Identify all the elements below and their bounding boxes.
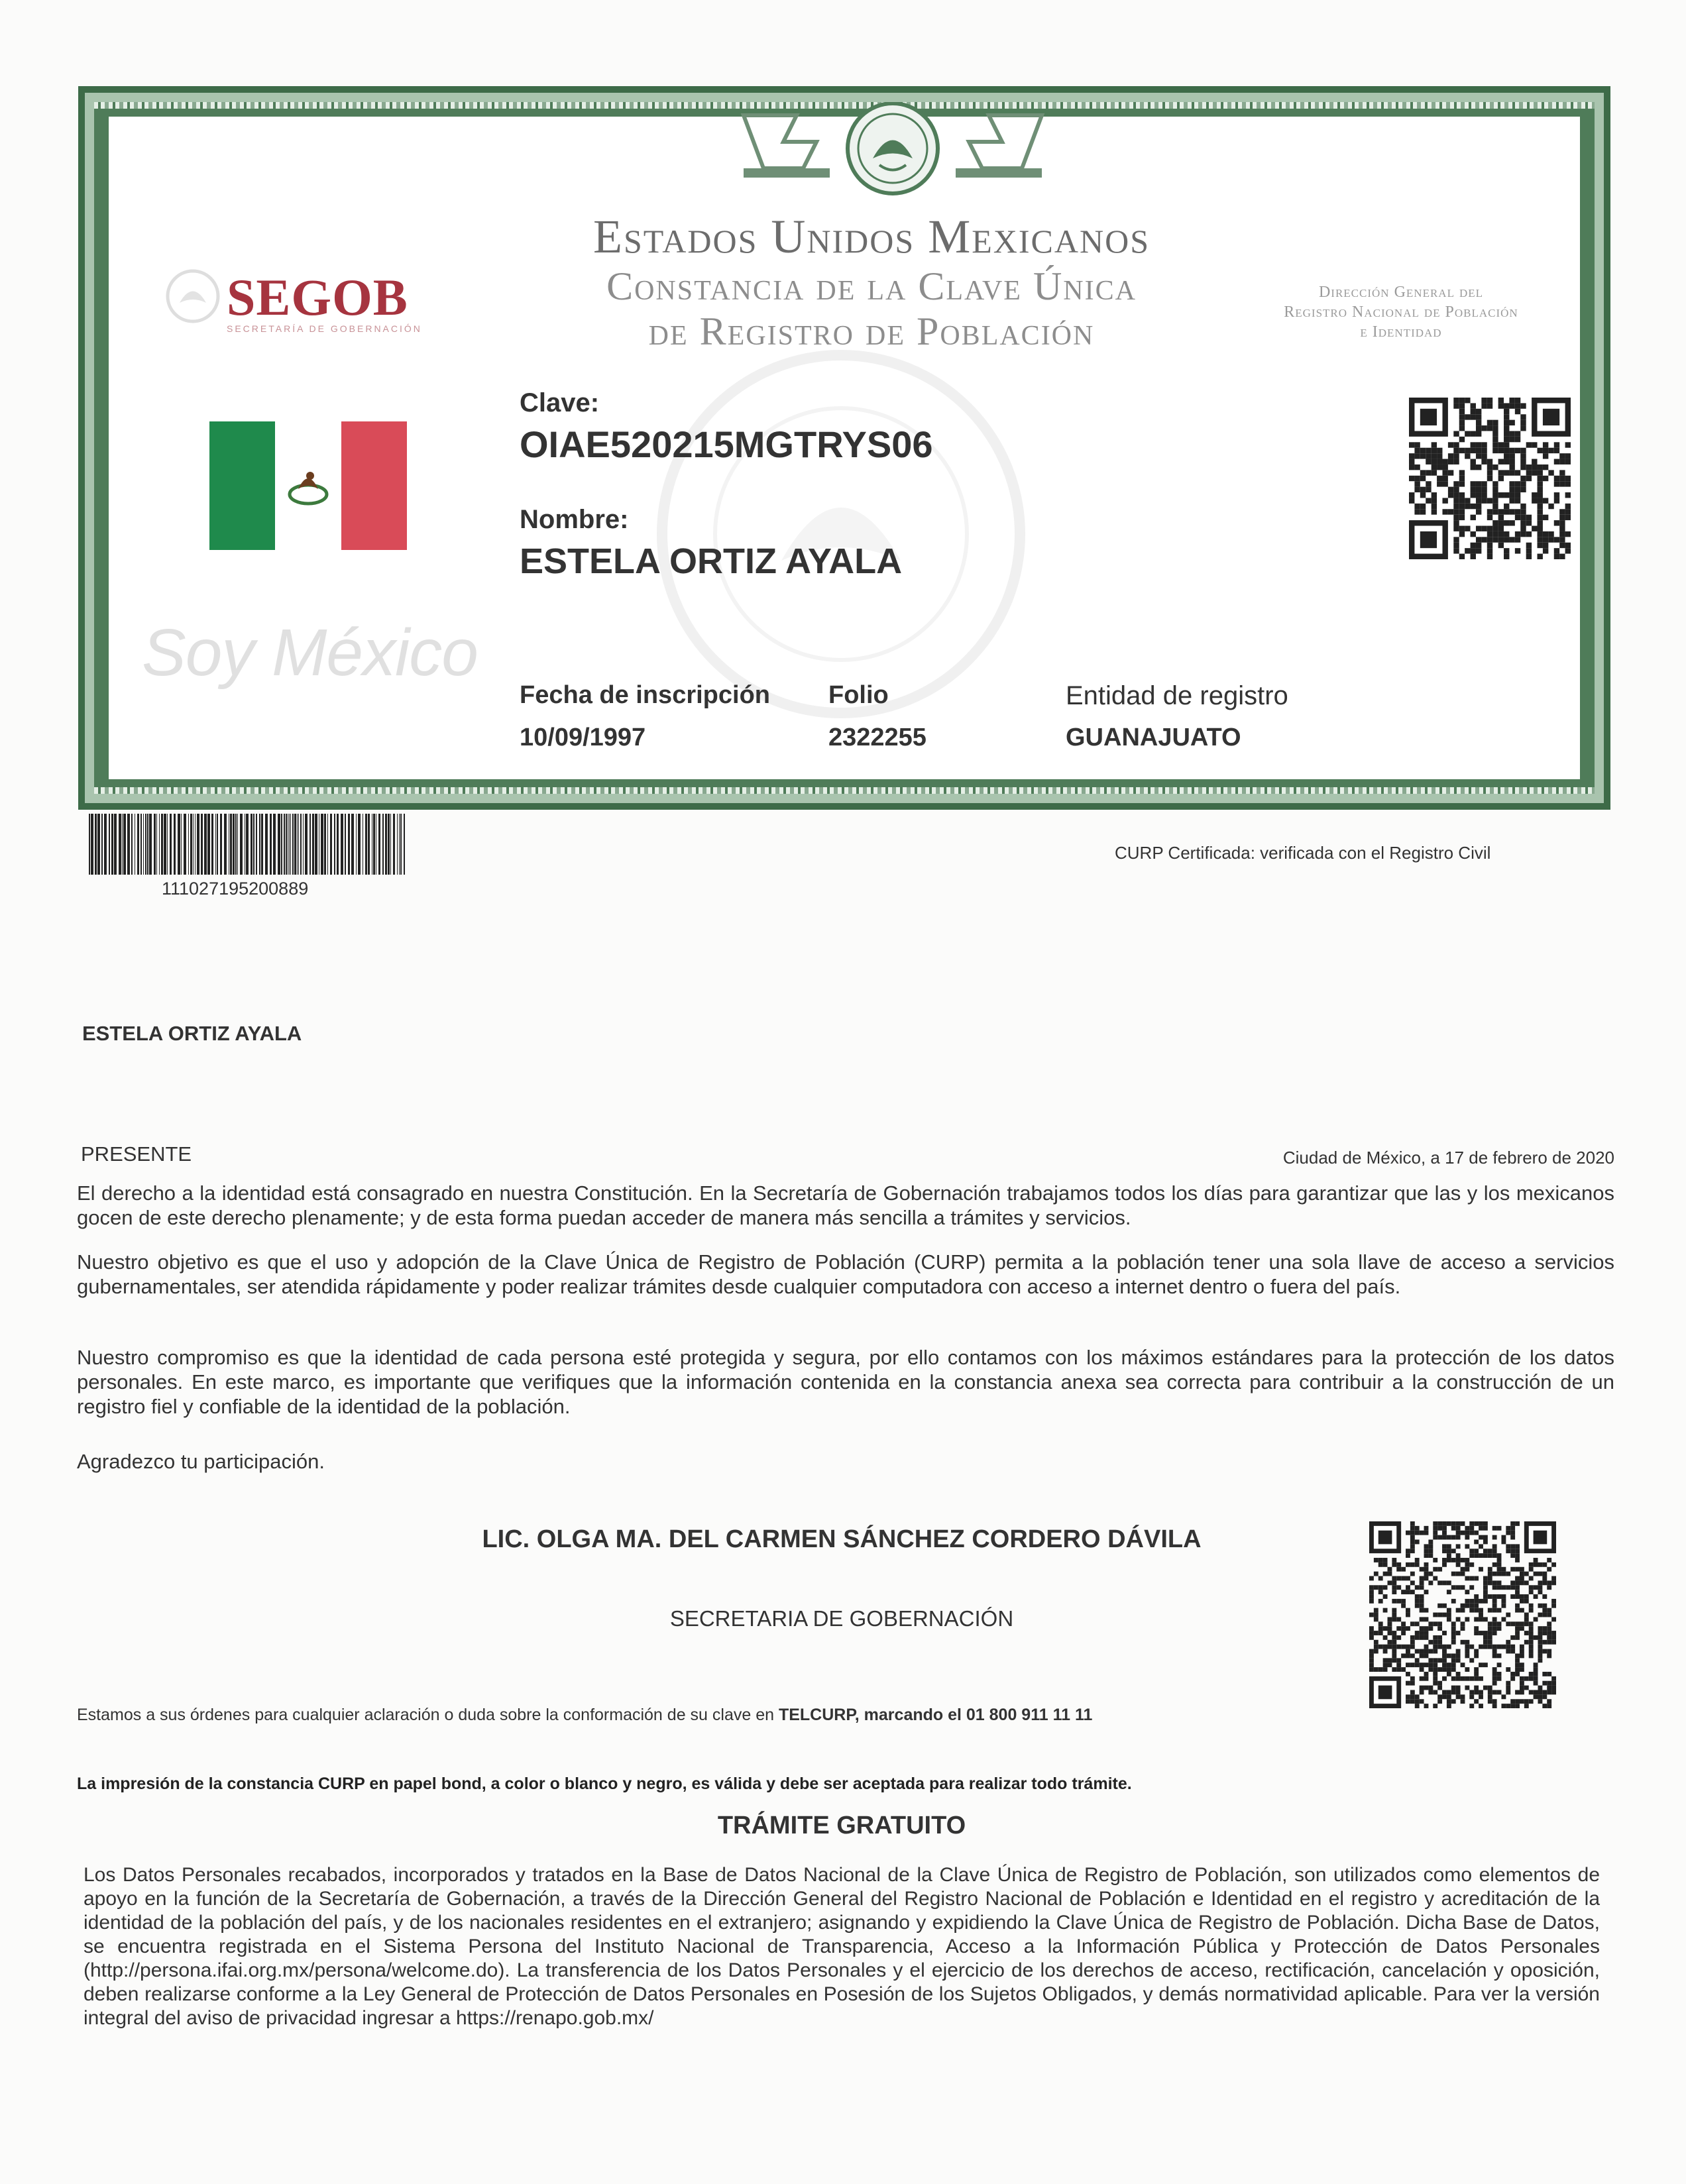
clave-value: OIAE520215MGTRYS06 (520, 423, 933, 465)
telcurp-phone: TELCURP, marcando el 01 800 911 11 11 (778, 1706, 1093, 1724)
dgrnpi-block (1222, 282, 1580, 342)
privacy-notice: Los Datos Personales recabados, incorporados y tratados en la Base de Datos Nacional de la Clave Única de Registro de Población, son utilizados como elementos de apoyo en la función de la Secretaría de Gobernación, a través de la Dirección General del Registro Nacional de Población e Identidad en el registro y acreditación de la identidad de la población del país, y de los nacionales residentes en el extranjero; asignando y expidiendo la Clave Única de Registro de Población. Dicha Base de Datos, se encuentra registrada en el Sistema Persona del Instituto Nacional de Transparencia, Acceso a la Información Pública y Protección de Datos Personales (http://persona.ifai.org.mx/persona/welcome.do). La transferencia de los Datos Personales y el ejercicio de los derechos de acceso, rectificación, cancelación y oposición, deben realizarse conforme a la Ley General de Protección de Datos Personales en Posesión de los Sujetos Obligados, y demás normatividad aplicable. Para ver la versión integral del aviso de privacidad ingresar a https://renapo.gob.mx/ (84, 1864, 1600, 2029)
signer-title: SECRETARIA DE GOBERNACIÓN (669, 1606, 1014, 1631)
country-title: Estados Unidos Mexicanos (592, 210, 1151, 263)
validity-note: La impresión de la constancia CURP en papel bond, a color o blanco y negro, es válida y debe ser aceptada para realizar todo trámite. (77, 1774, 1132, 1793)
contact-text: Estamos a sus órdenes para cualquier aclaración o duda sobre la conformación de su clave en (77, 1706, 779, 1724)
free-procedure-title: TRÁMITE GRATUITO (717, 1812, 966, 1839)
clave-label: Clave: (520, 388, 600, 417)
flag-red-stripe (341, 421, 407, 550)
qr-code-icon (1409, 398, 1571, 559)
recipient-name: ESTELA ORTIZ AYALA (82, 1022, 302, 1045)
certified-text: CURP Certificada: verificada con el Registro Civil (1115, 843, 1491, 863)
dgrnpi-line-1: Dirección General del (1318, 284, 1484, 301)
flag-green-stripe (209, 421, 275, 550)
coat-of-arms-icon (724, 102, 1062, 201)
dgrnpi-line-2: Registro Nacional de Población (1284, 303, 1518, 321)
barcode-icon (89, 814, 407, 875)
paragraph-2: Nuestro objetivo es que el uso y adopción de la Clave Única de Registro de Población (CURP) permita a la población tener una sola llave de acceso a servicios gubernamentales, ser atendida rápidamente y poder realizar trámites desde cualquier computadora con acceso a internet dentro o fuera del país. (77, 1250, 1614, 1298)
fecha-label: Fecha de inscripción (520, 681, 770, 709)
fecha-value: 10/09/1997 (520, 724, 646, 751)
folio-label: Folio (828, 681, 889, 709)
paragraph-3: Nuestro compromiso es que la identidad de cada persona esté protegida y segura, por ello contamos con los máximos estándares para la protección de los datos personales. En este marco, es importante que verifiques que la información contenida en la constancia anexa sea correcta para contribuir a la construcción de un registro fiel y confiable de la identidad de la población. (77, 1346, 1614, 1418)
thanks-line: Agradezco tu participación. (77, 1450, 325, 1473)
nombre-value: ESTELA ORTIZ AYALA (520, 541, 903, 581)
mexican-flag (209, 421, 407, 550)
subtitle-line-2: de Registro de Población (648, 309, 1095, 353)
slogan: Soy México (142, 616, 478, 690)
curp-certificate-card (78, 86, 1610, 810)
signer-name: LIC. OLGA MA. DEL CARMEN SÁNCHEZ CORDERO DÁVILA (482, 1525, 1202, 1553)
subtitle-line-1: Constancia de la Clave Única (606, 264, 1137, 308)
watermark-seal-icon (649, 342, 1033, 726)
entidad-value: GUANAJUATO (1066, 724, 1241, 751)
segob-subtitle: SECRETARÍA DE GOBERNACIÓN (227, 323, 422, 334)
presente-label: PRESENTE (81, 1142, 192, 1166)
dgrnpi-line-3: e Identidad (1360, 323, 1442, 341)
segob-logo: SEGOB (227, 268, 408, 326)
nombre-label: Nombre: (520, 505, 629, 534)
contact-line (77, 1706, 1092, 1725)
qr-code-icon (1369, 1521, 1556, 1708)
eagle-emblem-icon (285, 463, 331, 509)
segob-emblem-icon (163, 266, 223, 326)
barcode-number: 111027195200889 (162, 879, 309, 899)
paragraph-1: El derecho a la identidad está consagrado en nuestra Constitución. En la Secretaría de Gobernación trabajamos todos los días para garantizar que las y los mexicanos gocen de este derecho plenamente; y de esta forma puedan acceder de manera más sencilla a trámites y servicios. (77, 1181, 1614, 1229)
letter-date: Ciudad de México, a 17 de febrero de 2020 (1282, 1148, 1614, 1168)
folio-value: 2322255 (828, 724, 927, 751)
entidad-label: Entidad de registro (1066, 681, 1288, 710)
